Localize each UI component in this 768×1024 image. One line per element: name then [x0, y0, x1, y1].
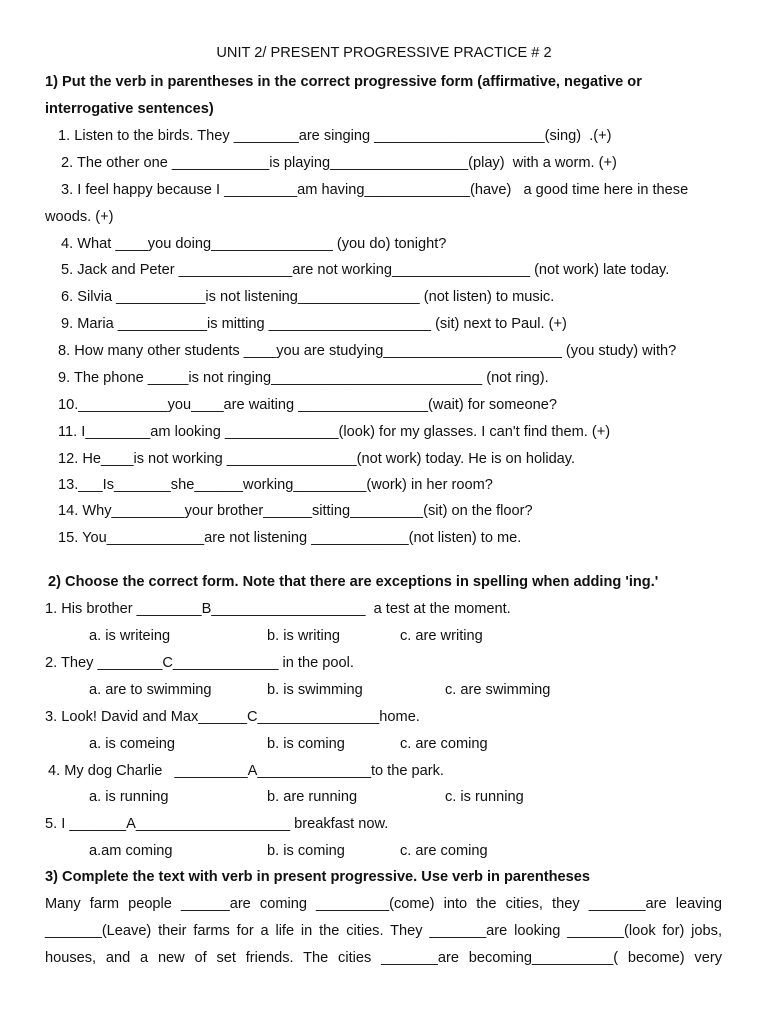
section2-option-a: a.am coming: [89, 843, 173, 859]
section2-question-stem: 3. Look! David and Max______C_______________home.: [45, 709, 420, 725]
worksheet-title: UNIT 2/ PRESENT PROGRESSIVE PRACTICE # 2: [216, 45, 552, 61]
section1-item: 6. Silvia ___________is not listening_______________ (not listen) to music.: [61, 289, 555, 305]
section1-item: 2. The other one ____________is playing_________________(play) with a worm. (+): [61, 155, 617, 171]
section2-option-a: a. is running: [89, 789, 169, 805]
section2-question-stem: 1. His brother ________B___________________ a test at the moment.: [45, 601, 511, 617]
section1-heading-line2: interrogative sentences): [45, 101, 214, 117]
section2-option-c: c. is running: [445, 789, 524, 805]
section1-item: 4. What ____you doing_______________ (you do) tonight?: [61, 236, 447, 252]
section1-item: 1. Listen to the birds. They ________are singing _____________________(sing) .(+): [58, 128, 612, 144]
section1-item: 5. Jack and Peter ______________are not working_________________ (not work) late today.: [61, 262, 670, 278]
section2-question-stem: 5. I _______A___________________ breakfast now.: [45, 816, 389, 832]
section2-option-c: c. are coming: [400, 843, 488, 859]
section1-item: 3. I feel happy because I _________am having_____________(have) a good time here in these: [61, 182, 689, 198]
section2-option-c: c. are coming: [400, 736, 488, 752]
section2-option-b: b. is coming: [267, 736, 345, 752]
section2-question-stem: 2. They ________C_____________ in the pool.: [45, 655, 354, 671]
section2-option-b: b. is swimming: [267, 682, 363, 698]
section1-item: 11. I________am looking ______________(look) for my glasses. I can't find them. (+): [58, 424, 611, 440]
section1-item: 9. The phone _____is not ringing__________________________ (not ring).: [58, 370, 549, 386]
section2-option-c: c. are writing: [400, 628, 483, 644]
section1-item: 12. He____is not working ________________(not work) today. He is on holiday.: [58, 451, 576, 467]
section2-option-b: b. is writing: [267, 628, 340, 644]
section1-item: 15. You____________are not listening ____________(not listen) to me.: [58, 530, 522, 546]
section2-option-b: b. is coming: [267, 843, 345, 859]
section2-option-a: a. is writeing: [89, 628, 171, 644]
section1-item-continuation: woods. (+): [45, 209, 114, 225]
section2-question-stem: 4. My dog Charlie _________A______________to the park.: [48, 763, 444, 779]
section1-item: 9. Maria ___________is mitting ____________________ (sit) next to Paul. (+): [61, 316, 567, 332]
section1-item: 13.___Is_______she______working_________(work) in her room?: [58, 477, 493, 493]
section1-heading-line1: 1) Put the verb in parentheses in the correct progressive form (affirmative, negative or: [45, 74, 642, 90]
section2-option-c: c. are swimming: [445, 682, 551, 698]
section1-item: 14. Why_________your brother______sitting_________(sit) on the floor?: [58, 503, 533, 519]
section3-text-line: Many farm people ______are coming _________(come) into the cities, they _______are leaving: [45, 896, 722, 912]
section3-text-line: houses, and a new of set friends. The cities _______are becoming__________( become) very: [45, 950, 722, 966]
section2-heading: 2) Choose the correct form. Note that there are exceptions in spelling when adding 'ing.': [48, 574, 659, 590]
section2-option-a: a. is comeing: [89, 736, 175, 752]
section2-option-a: a. are to swimming: [89, 682, 212, 698]
section2-option-b: b. are running: [267, 789, 358, 805]
section1-item: 10.___________you____are waiting ________________(wait) for someone?: [58, 397, 558, 413]
section3-text-line: _______(Leave) their farms for a life in the cities. They _______are looking _______(look for) jobs,: [45, 923, 722, 939]
section1-item: 8. How many other students ____you are studying______________________ (you study) with?: [58, 343, 677, 359]
section3-heading: 3) Complete the text with verb in present progressive. Use verb in parentheses: [45, 869, 590, 885]
